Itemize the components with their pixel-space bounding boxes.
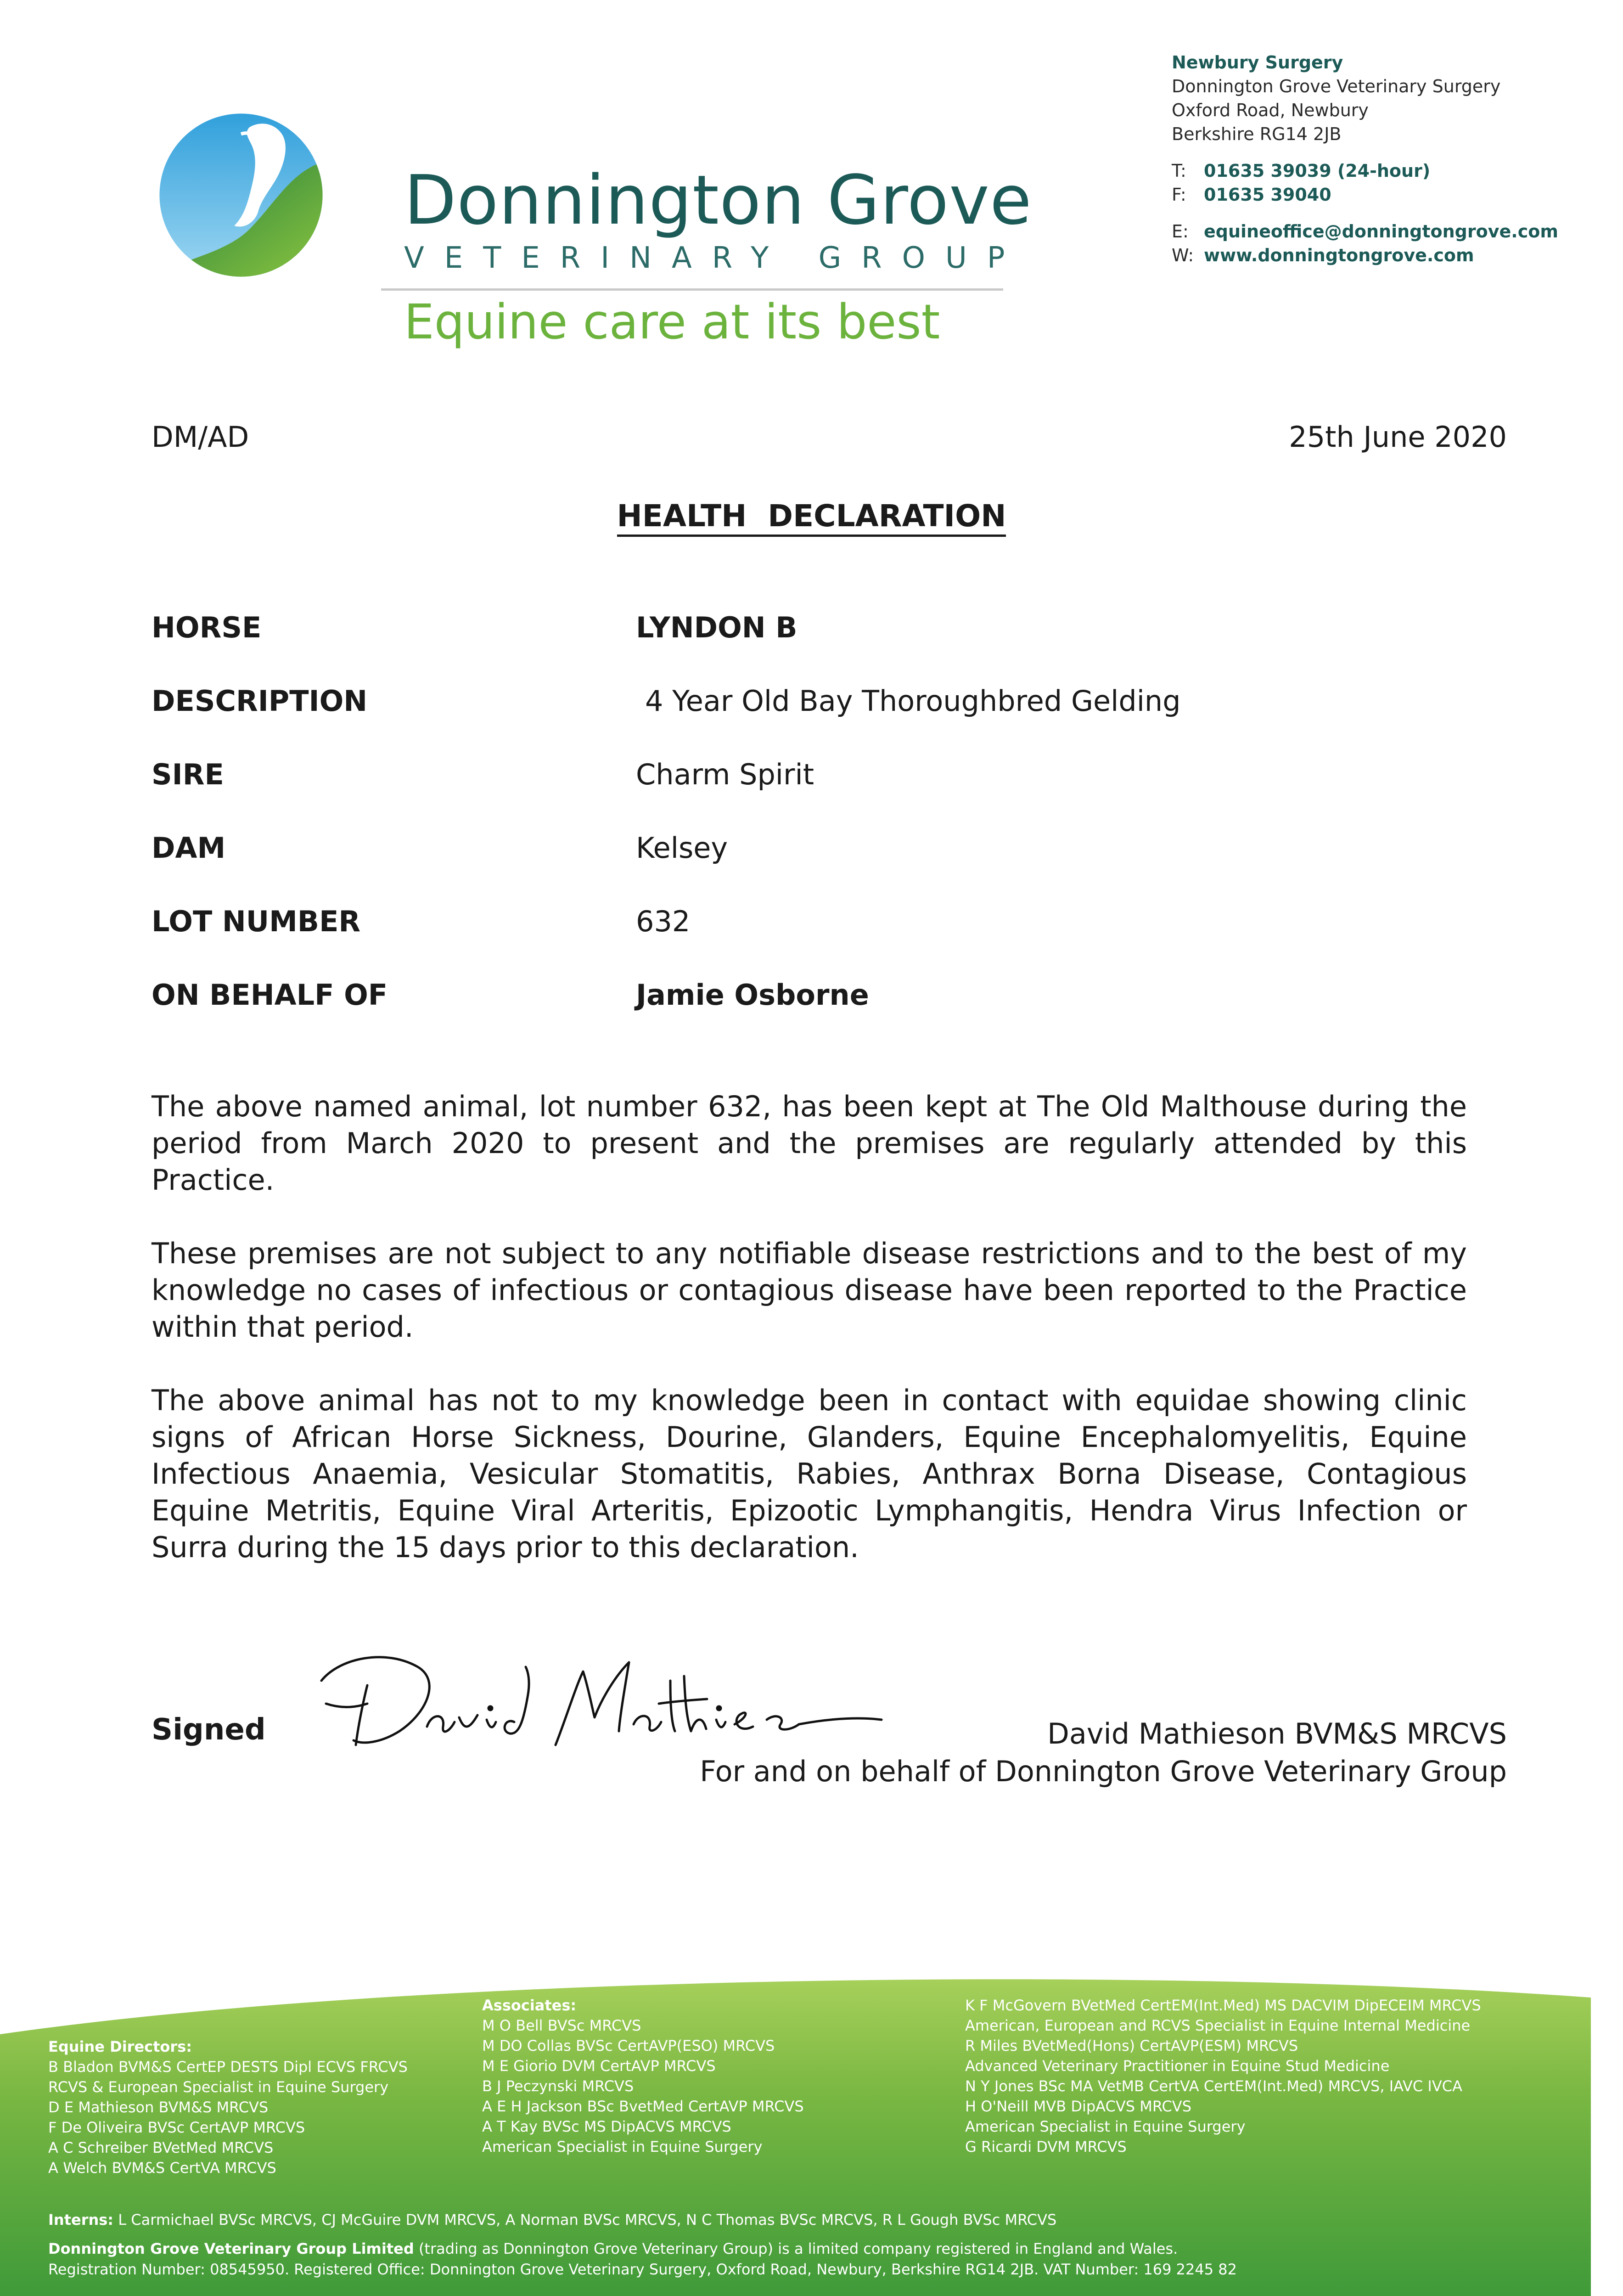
footer-company — [48, 2239, 1178, 2259]
footer-interns — [48, 2210, 1056, 2230]
telephone-row — [1172, 159, 1558, 183]
footer-directors — [48, 2037, 408, 2178]
director-line: A C Schreiber BVetMed MRCVS — [48, 2139, 274, 2156]
paragraph-premises: The above named animal, lot number 632, has been kept at The Old Malthouse during the period from March 2020 to present and the premises are regularly attended by this Practice. — [152, 1090, 1467, 1197]
brand-subtitle: VETERINARY GROUP — [404, 241, 1025, 275]
field-value-description: 4 Year Old Bay Thoroughbred Gelding — [645, 684, 1181, 718]
brand-name: Donnington Grove — [404, 161, 1032, 240]
document-date: 25th June 2020 — [1289, 420, 1507, 454]
field-label-on-behalf-of: ON BEHALF OF — [152, 978, 388, 1012]
associate-line: H O'Neill MVB DipACVS MRCVS — [965, 2098, 1191, 2115]
practice-logo — [156, 110, 326, 280]
associate-line: K F McGovern BVetMed CertEM(Int.Med) MS DACVIM DipECEIM MRCVS — [965, 1997, 1481, 2014]
associate-line: M E Giorio DVM CertAVP MRCVS — [482, 2057, 716, 2075]
associate-line: A E H Jackson BSc BvetMed CertAVP MRCVS — [482, 2098, 804, 2115]
company-text: (trading as Donnington Grove Veterinary Group) is a limited company registered in England and Wales. — [418, 2240, 1178, 2257]
associate-line: R Miles BVetMed(Hons) CertAVP(ESM) MRCVS — [965, 2037, 1298, 2054]
director-line: RCVS & European Specialist in Equine Surgery — [48, 2078, 389, 2096]
associate-line: American Specialist in Equine Surgery — [965, 2118, 1246, 2135]
field-label-lot-number: LOT NUMBER — [152, 905, 361, 938]
footer-registration: Registration Number: 08545950. Registered Office: Donnington Grove Veterinary Surgery, Oxford Road, Newbury, Berkshire RG14 2JB. VAT Number: 169 2245 82 — [48, 2261, 1237, 2278]
associate-line: American Specialist in Equine Surgery — [482, 2138, 763, 2155]
director-line: D E Mathieson BVM&S MRCVS — [48, 2099, 269, 2116]
signer-name: David Mathieson BVM&S MRCVS — [1047, 1717, 1507, 1750]
director-line: B Bladon BVM&S CertEP DESTS Dipl ECVS FRCVS — [48, 2058, 408, 2076]
signed-label: Signed — [152, 1713, 266, 1747]
address-line-3: Berkshire RG14 2JB — [1172, 124, 1342, 144]
field-value-on-behalf-of: Jamie Osborne — [636, 978, 869, 1012]
associate-line: A T Kay BVSc MS DipACVS MRCVS — [482, 2118, 731, 2135]
associate-line: M DO Collas BVSc CertAVP(ESO) MRCVS — [482, 2037, 775, 2054]
email-link[interactable]: equineoffice@donningtongrove.com — [1204, 221, 1558, 242]
website-label: W: — [1172, 245, 1194, 265]
surgery-name: Newbury Surgery — [1172, 52, 1343, 73]
website-link[interactable]: www.donningtongrove.com — [1204, 245, 1474, 265]
field-label-dam: DAM — [152, 831, 226, 865]
document-title-text: HEALTH DECLARATION — [617, 498, 1006, 537]
email-row — [1172, 219, 1558, 243]
email-label: E: — [1172, 221, 1189, 242]
telephone-number[interactable]: 01635 39039 (24-hour) — [1204, 161, 1431, 181]
signer-role: For and on behalf of Donnington Grove Veterinary Group — [700, 1755, 1507, 1788]
field-value-sire: Charm Spirit — [636, 758, 814, 791]
director-line: F De Oliveira BVSc CertAVP MRCVS — [48, 2119, 305, 2136]
paragraph-restrictions: These premises are not subject to any notifiable disease restrictions and to the best of my knowledge no cases of infectious or contagious disease have been reported to the Practice within that period. — [152, 1237, 1467, 1344]
fax-label: F: — [1172, 185, 1186, 205]
address-line-1: Donnington Grove Veterinary Surgery — [1172, 76, 1501, 96]
field-label-sire: SIRE — [152, 758, 224, 791]
associate-line: Advanced Veterinary Practitioner in Equine Stud Medicine — [965, 2057, 1390, 2075]
contact-block — [1172, 51, 1558, 267]
field-value-lot-number: 632 — [636, 905, 691, 938]
footer-associates-col3 — [965, 1995, 1481, 2157]
signer-block — [700, 1715, 1507, 1790]
address-line-2: Oxford Road, Newbury — [1172, 100, 1369, 120]
associate-line: B J Peczynski MRCVS — [482, 2077, 634, 2095]
fax-row — [1172, 183, 1558, 207]
associates-heading: Associates: — [482, 1997, 577, 2014]
letterhead-divider — [381, 288, 1003, 291]
field-label-description: DESCRIPTION — [152, 684, 368, 718]
director-line: A Welch BVM&S CertVA MRCVS — [48, 2159, 276, 2177]
footer-associates — [482, 1995, 804, 2157]
directors-heading: Equine Directors: — [48, 2038, 192, 2055]
company-name: Donnington Grove Veterinary Group Limited — [48, 2240, 414, 2257]
paragraph-disease-contact: The above animal has not to my knowledge been in contact with equidae showing clinic signs of African Horse Sickness, Dourine, Glanders, Equine Encephalomyelitis, Equine Infectious Anaemia, Vesicular Stomatitis, Rabies, Anthrax Borna Disease, Contagious Equine Metritis, Equine Viral Arteritis, Epizootic Lymphangitis, Hendra Virus Infection or Surra during the 15 days prior to this declaration. — [152, 1384, 1467, 1564]
telephone-label: T: — [1172, 161, 1186, 181]
field-label-horse: HORSE — [152, 611, 262, 644]
fax-number: 01635 39040 — [1204, 185, 1331, 205]
associate-line: G Ricardi DVM MRCVS — [965, 2138, 1127, 2155]
field-value-dam: Kelsey — [636, 831, 728, 865]
website-row — [1172, 243, 1558, 267]
document-reference: DM/AD — [152, 420, 249, 454]
field-value-horse: LYNDON B — [636, 611, 797, 644]
associate-line: N Y Jones BSc MA VetMB CertVA CertEM(Int.Med) MRCVS, IAVC IVCA — [965, 2077, 1462, 2095]
brand-tagline: Equine care at its best — [404, 294, 940, 350]
interns-list: L Carmichael BVSc MRCVS, CJ McGuire DVM MRCVS, A Norman BVSc MRCVS, N C Thomas BVSc MRCVS, R L Gough BVSc MRCVS — [118, 2211, 1057, 2228]
interns-heading: Interns: — [48, 2211, 114, 2228]
document-title — [0, 498, 1623, 534]
associate-line: American, European and RCVS Specialist in Equine Internal Medicine — [965, 2017, 1471, 2034]
associate-line: M O Bell BVSc MRCVS — [482, 2017, 641, 2034]
